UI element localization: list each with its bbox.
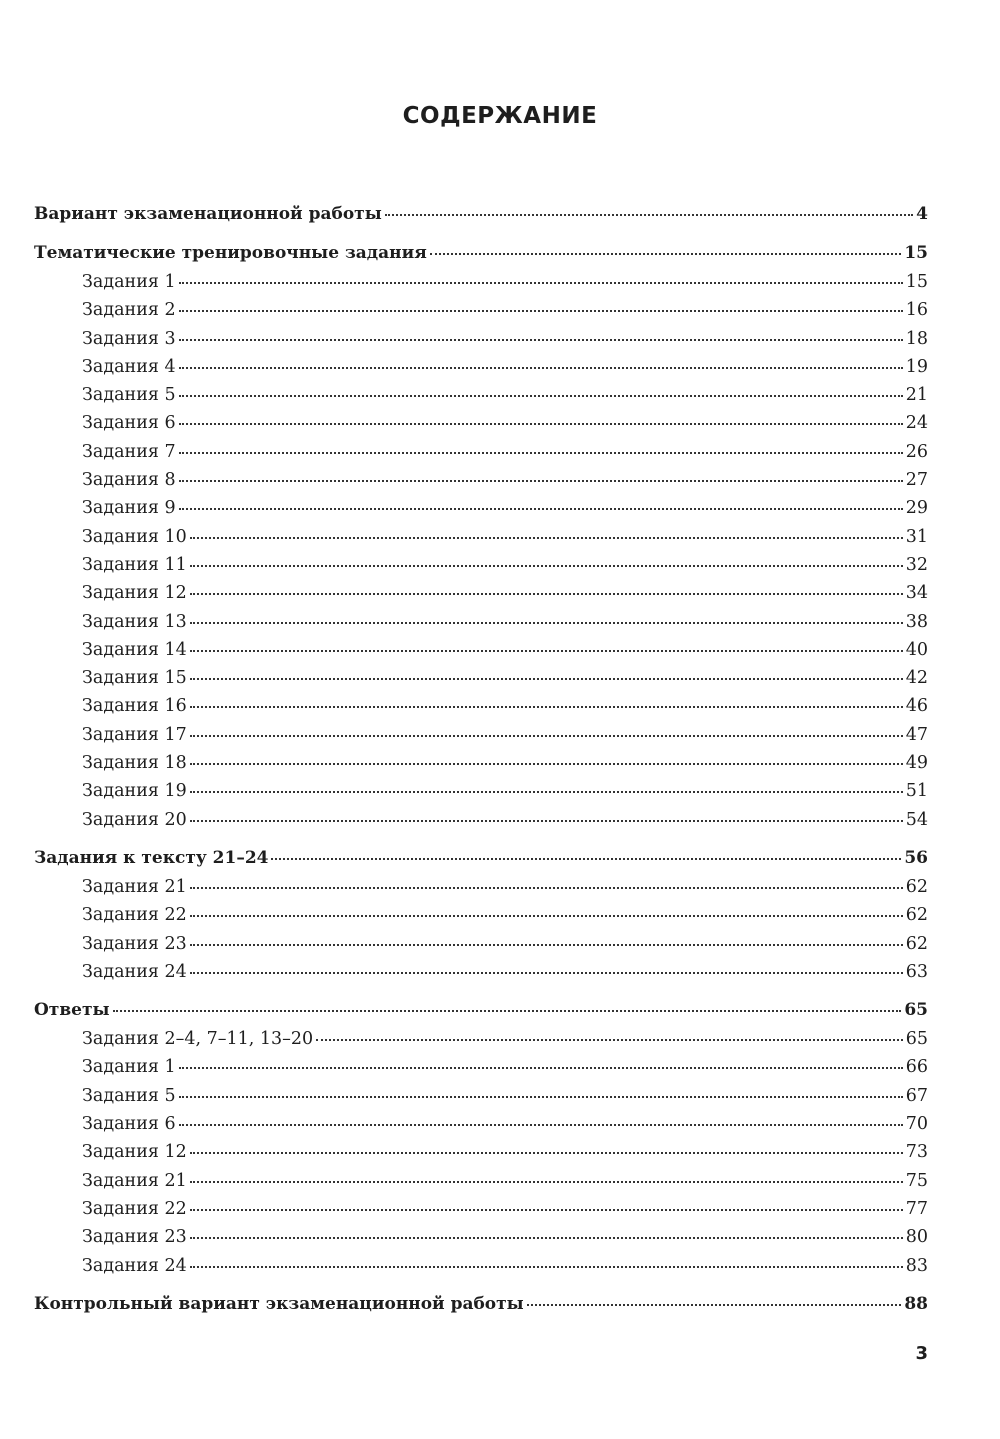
toc-entry-label: Задания 17 (82, 724, 187, 745)
toc-entry-label: Задания 12 (82, 1142, 187, 1163)
toc-entry-label: Задания 23 (82, 1227, 187, 1248)
page-number: 3 (915, 1343, 928, 1364)
toc-entry[interactable] (34, 555, 928, 583)
toc-page-number: 15 (904, 243, 928, 263)
toc-entry-label: Задания 16 (82, 696, 187, 717)
toc-section (34, 1000, 928, 1284)
toc-entry-label: Задания 1 (82, 1057, 176, 1078)
dot-leader (179, 367, 903, 369)
toc-page-number: 24 (905, 413, 928, 434)
toc-entry-label: Задания 21 (82, 1170, 187, 1191)
toc-page-number: 54 (905, 809, 928, 830)
toc-section-title: Задания к тексту 21–24 (34, 847, 269, 868)
dot-leader (190, 678, 903, 680)
toc-section-title: Тематические тренировочные задания (34, 243, 427, 263)
toc-entry-label: Задания 6 (82, 413, 176, 434)
toc-page-number: 18 (905, 328, 928, 349)
toc-entry[interactable] (34, 612, 928, 640)
toc-entry[interactable] (34, 1029, 928, 1057)
dot-leader (179, 282, 903, 284)
dot-leader (190, 593, 903, 595)
toc-page-number: 77 (905, 1198, 928, 1219)
dot-leader (190, 1209, 903, 1211)
toc-entry[interactable] (34, 1171, 928, 1199)
toc-page-number: 21 (905, 385, 928, 406)
dot-leader (271, 858, 901, 860)
toc-entry[interactable] (34, 1227, 928, 1255)
dot-leader (190, 915, 903, 917)
toc-entry[interactable] (34, 934, 928, 962)
dot-leader (385, 214, 913, 216)
toc-page-number: 16 (905, 300, 928, 321)
toc-entry[interactable] (34, 877, 928, 905)
toc-page-number: 83 (905, 1255, 928, 1276)
toc-entry-label: Задания 3 (82, 328, 176, 349)
toc-entry-label: Задания 6 (82, 1114, 176, 1135)
toc-entry-label: Задания 5 (82, 1085, 176, 1106)
toc-page-number: 65 (904, 1000, 928, 1021)
toc-page-number: 15 (905, 272, 928, 292)
toc-entry[interactable] (34, 527, 928, 555)
toc-page-number: 19 (905, 356, 928, 377)
toc-entry[interactable] (34, 640, 928, 668)
dot-leader (190, 537, 903, 539)
dot-leader (179, 1067, 903, 1069)
toc-entry-label: Задания 7 (82, 441, 176, 462)
toc-section (34, 243, 928, 838)
toc-page-number: 51 (905, 781, 928, 802)
toc-entry[interactable] (34, 753, 928, 781)
dot-leader (179, 508, 903, 510)
toc-section-heading[interactable] (34, 243, 928, 272)
toc-page-number: 46 (905, 696, 928, 717)
toc-entry-label: Задания 12 (82, 583, 187, 604)
toc-entry-label: Задания 2–4, 7–11, 13–20 (82, 1029, 314, 1050)
toc-page-number: 67 (905, 1085, 928, 1106)
dot-leader (190, 972, 903, 974)
dot-leader (527, 1304, 902, 1306)
dot-leader (113, 1010, 902, 1012)
toc-entry[interactable] (34, 329, 928, 357)
toc-page-number: 27 (905, 470, 928, 491)
dot-leader (190, 565, 903, 567)
toc-section-title: Контрольный вариант экзаменационной работы (34, 1293, 524, 1314)
dot-leader (190, 735, 903, 737)
toc-entry[interactable] (34, 781, 928, 809)
toc-entry[interactable] (34, 1256, 928, 1284)
toc-entry-label: Задания 14 (82, 639, 187, 660)
toc-entry[interactable] (34, 470, 928, 498)
toc-section-heading[interactable] (34, 848, 928, 877)
dot-leader (190, 1266, 903, 1268)
toc-entry[interactable] (34, 1086, 928, 1114)
toc-section-heading[interactable] (34, 204, 928, 233)
toc-entry[interactable] (34, 272, 928, 300)
toc-entry-label: Задания 15 (82, 668, 187, 689)
toc-page-number: 65 (905, 1029, 928, 1050)
toc-entry[interactable] (34, 498, 928, 526)
toc-entry-label: Задания 11 (82, 554, 187, 575)
toc-entry-label: Задания 23 (82, 933, 187, 954)
toc-entry[interactable] (34, 1057, 928, 1085)
toc-page-number: 32 (905, 554, 928, 575)
toc-section-heading[interactable] (34, 1294, 928, 1323)
toc-page-number: 63 (905, 961, 928, 982)
dot-leader (190, 944, 903, 946)
dot-leader (179, 452, 903, 454)
toc-entry-label: Задания 20 (82, 809, 187, 830)
toc-entry-label: Задания 18 (82, 753, 187, 774)
toc-entry-label: Задания 4 (82, 356, 176, 377)
toc-entry[interactable] (34, 905, 928, 933)
dot-leader (179, 423, 903, 425)
toc-entry-label: Задания 24 (82, 961, 187, 982)
toc-page-number: 31 (905, 526, 928, 547)
toc-page-number: 66 (905, 1057, 928, 1078)
toc-entry[interactable] (34, 725, 928, 753)
dot-leader (190, 1152, 903, 1154)
toc-page-number: 38 (905, 611, 928, 632)
toc-entry[interactable] (34, 442, 928, 470)
toc-entry[interactable] (34, 810, 928, 838)
dot-leader (190, 887, 903, 889)
toc-entry[interactable] (34, 583, 928, 611)
toc-entry-label: Задания 19 (82, 781, 187, 802)
toc-entry-label: Задания 13 (82, 611, 187, 632)
toc-entry[interactable] (34, 413, 928, 441)
dot-leader (190, 791, 903, 793)
toc-page-number: 75 (905, 1170, 928, 1191)
toc-page-number: 26 (905, 441, 928, 462)
toc-entry[interactable] (34, 1114, 928, 1142)
toc-entry-label: Задания 8 (82, 470, 176, 491)
toc-section-title: Ответы (34, 1000, 110, 1021)
toc-page-number: 56 (904, 847, 928, 868)
table-of-contents (34, 204, 928, 1333)
toc-entry[interactable] (34, 300, 928, 328)
toc-page-number: 4 (916, 204, 928, 224)
toc-page-number: 40 (905, 639, 928, 660)
toc-section (34, 1294, 928, 1323)
toc-page-number: 34 (905, 583, 928, 604)
toc-entry-label: Задания 10 (82, 526, 187, 547)
dot-leader (179, 1096, 903, 1098)
toc-entry-label: Задания 21 (82, 876, 187, 897)
toc-section-heading[interactable] (34, 1000, 928, 1029)
toc-entry[interactable] (34, 696, 928, 724)
toc-page-number: 29 (905, 498, 928, 519)
toc-page-number: 62 (905, 905, 928, 926)
dot-leader (179, 310, 903, 312)
toc-entry[interactable] (34, 668, 928, 696)
toc-entry[interactable] (34, 385, 928, 413)
toc-page-number: 62 (905, 933, 928, 954)
toc-entry-label: Задания 24 (82, 1255, 187, 1276)
toc-page-number: 80 (905, 1227, 928, 1248)
dot-leader (179, 1124, 903, 1126)
toc-entry-label: Задания 5 (82, 385, 176, 406)
toc-entry[interactable] (34, 1199, 928, 1227)
toc-entry-label: Задания 22 (82, 905, 187, 926)
dot-leader (190, 820, 903, 822)
dot-leader (430, 253, 902, 255)
toc-entry[interactable] (34, 962, 928, 990)
dot-leader (190, 650, 903, 652)
dot-leader (179, 395, 903, 397)
toc-page-number: 62 (905, 876, 928, 897)
dot-leader (316, 1039, 903, 1041)
toc-entry[interactable] (34, 1142, 928, 1170)
toc-page-number: 47 (905, 724, 928, 745)
toc-entry-label: Задания 22 (82, 1198, 187, 1219)
toc-page-number: 70 (905, 1114, 928, 1135)
toc-entry[interactable] (34, 357, 928, 385)
toc-entry-label: Задания 2 (82, 300, 176, 321)
toc-page-number: 88 (904, 1293, 928, 1314)
toc-section (34, 848, 928, 990)
toc-entry-label: Задания 9 (82, 498, 176, 519)
toc-section (34, 204, 928, 233)
page-title: СОДЕРЖАНИЕ (402, 103, 598, 129)
dot-leader (190, 1181, 903, 1183)
toc-entry-label: Задания 1 (82, 272, 176, 292)
dot-leader (190, 622, 903, 624)
toc-page-number: 73 (905, 1142, 928, 1163)
dot-leader (190, 1237, 903, 1239)
dot-leader (179, 480, 903, 482)
toc-page-number: 42 (905, 668, 928, 689)
dot-leader (190, 763, 903, 765)
toc-page-number: 49 (905, 753, 928, 774)
dot-leader (190, 706, 903, 708)
toc-section-title: Вариант экзаменационной работы (34, 204, 382, 224)
dot-leader (179, 339, 903, 341)
